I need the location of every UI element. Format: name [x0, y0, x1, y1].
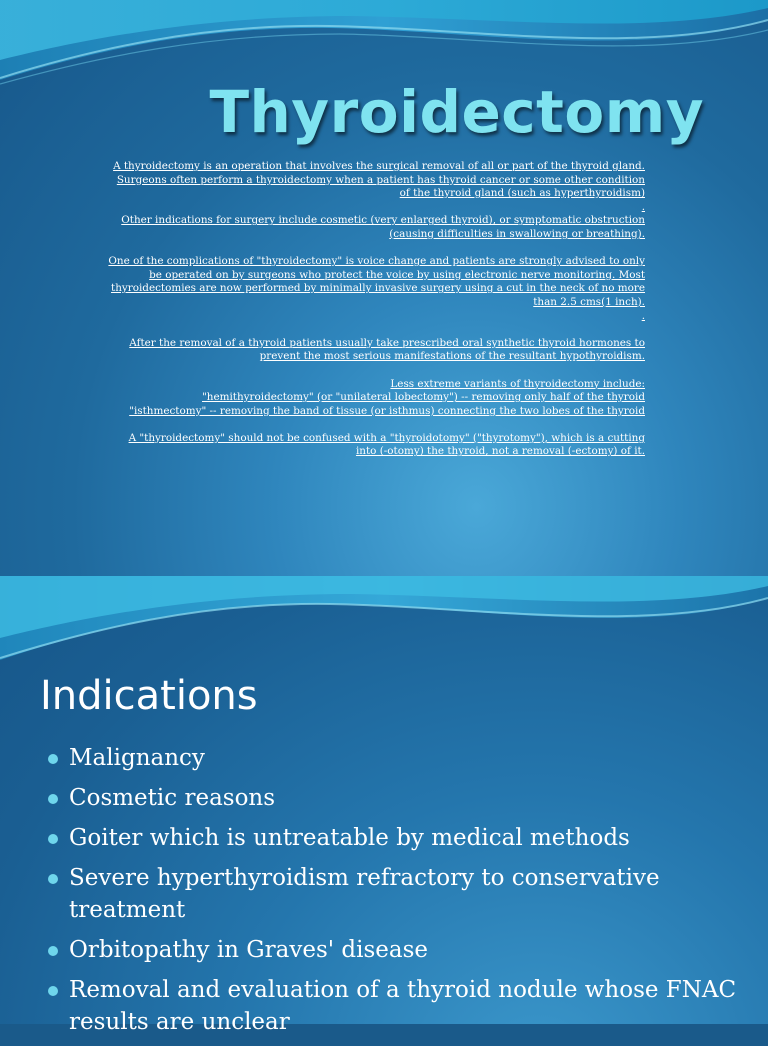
list-item: [48, 974, 748, 1038]
list-item-text: Malignancy: [69, 745, 205, 771]
list-item: [48, 862, 748, 926]
paragraph-gap: [108, 323, 645, 337]
body-paragraph[interactable]: A thyroidectomy is an operation that involves the surgical removal of all or part of the thyroid gland. Surgeons often perform a thyroidectomy when a patient has thyroid cancer or some other condition of the thyroid gland (such as hyperthyroidism): [113, 160, 645, 200]
list-item: [48, 782, 748, 814]
body-paragraph[interactable]: "hemithyroidectomy" (or "unilateral lobectomy") -- removing only half of the thyroid: [202, 391, 645, 404]
paragraph-gap: [108, 418, 645, 432]
bullet-icon: [48, 986, 58, 996]
body-paragraph[interactable]: After the removal of a thyroid patients usually take prescribed oral synthetic thyroid hormones to prevent the most serious manifestations of the resultant hypothyroidism.: [129, 336, 645, 363]
body-paragraph[interactable]: One of the complications of "thyroidectomy" is voice change and patients are strongly advised to only be operated on by surgeons who protect the voice by using electronic nerve monitoring. Most thyroidectomies are now performed by minimally invasive surgery using a cut in the neck of no more than 2.5 cms(1 inch).: [108, 255, 645, 308]
list-item-text: Goiter which is untreatable by medical methods: [69, 825, 630, 851]
list-item: [48, 742, 748, 774]
list-item-text: Severe hyperthyroidism refractory to conservative treatment: [69, 865, 660, 923]
body-paragraph[interactable]: Other indications for surgery include cosmetic (very enlarged thyroid), or symptomatic obstruction (causing difficulties in swallowing or breathing).: [121, 214, 645, 240]
bullet-icon: [48, 794, 58, 804]
body-paragraph[interactable]: A "thyroidectomy" should not be confused with a "thyroidotomy" ("thyrotomy"), which is a cutting into (-otomy) the thyroid, not a removal (-ectomy) of it.: [128, 431, 645, 458]
bullet-icon: [48, 874, 58, 884]
list-item-text: Cosmetic reasons: [69, 785, 276, 811]
slide-body-text: [108, 160, 645, 459]
slide-title: Indications: [40, 673, 258, 719]
body-paragraph[interactable]: .: [641, 309, 645, 322]
body-paragraph[interactable]: Less extreme variants of thyroidectomy include:: [390, 377, 645, 390]
paragraph-gap: [108, 242, 645, 256]
bullet-icon: [48, 946, 58, 956]
paragraph-gap: [108, 364, 645, 378]
body-paragraph[interactable]: "isthmectomy" -- removing the band of tissue (or isthmus) connecting the two lobes of the thyroid: [129, 404, 645, 417]
bullet-icon: [48, 834, 58, 844]
bullet-icon: [48, 754, 58, 764]
list-item-text: Orbitopathy in Graves' disease: [69, 937, 429, 963]
list-item-text: Removal and evaluation of a thyroid nodule whose FNAC results are unclear: [69, 977, 737, 1035]
slide-title: Thyroidectomy: [209, 78, 704, 146]
list-item: [48, 822, 748, 854]
list-item: [48, 934, 748, 966]
indications-list: [48, 742, 748, 1046]
header-wave-decoration: [0, 576, 768, 672]
body-paragraph[interactable]: .: [641, 200, 645, 213]
